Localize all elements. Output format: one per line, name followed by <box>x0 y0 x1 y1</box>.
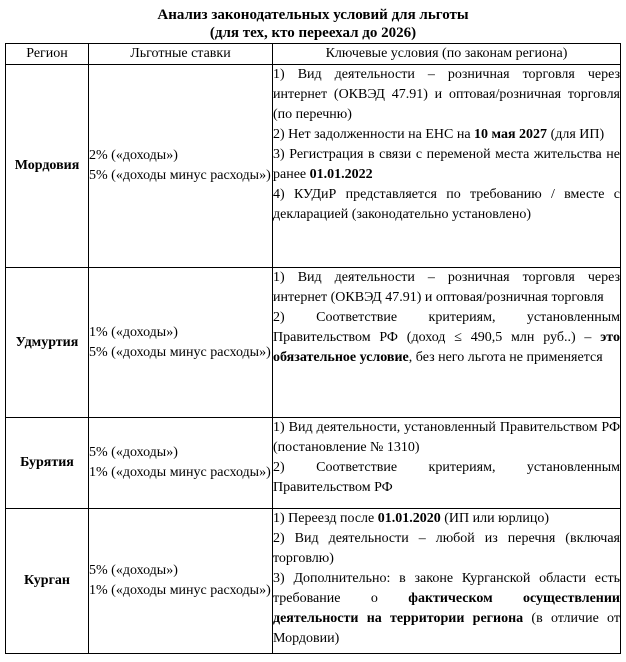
header-row <box>6 44 621 65</box>
paragraph: 3) Регистрация в связи с переменой места жительства не ранее 01.01.2022 <box>273 147 620 182</box>
paragraph: 2) Соответствие критериям, установленным Правительством РФ (доход ≤ 490,5 млн руб..) – это обязательное условие, без него льгота не применяется <box>273 310 620 365</box>
paragraph: 1) Вид деятельности, установленный Правительством РФ (постановление № 1310) <box>273 420 620 455</box>
paragraph: 2% («доходы») <box>89 148 178 163</box>
title-line-2: (для тех, кто переехал до 2026) <box>209 25 417 41</box>
document-title <box>0 0 626 42</box>
paragraph: 5% («доходы») <box>89 445 178 460</box>
table-row-mordovia <box>6 65 621 268</box>
paragraph: 5% («доходы минус расходы») <box>89 344 271 360</box>
rates-cell <box>89 65 273 268</box>
header-rates: Льготные ставки <box>89 44 273 65</box>
rates-cell <box>89 509 273 654</box>
table-row-udmurtia <box>6 268 621 418</box>
paragraph: 4) КУДиР представляется по требованию / вместе с декларацией (законодательно установлено) <box>273 187 620 222</box>
title-line-1: Анализ законодательных условий для льготы <box>157 7 469 23</box>
header-conditions: Ключевые условия (по законам региона) <box>273 44 621 65</box>
table-row-buryatia <box>6 418 621 509</box>
paragraph: 1) Вид деятельности – розничная торговля через интернет (ОКВЭД 47.91) и оптовая/розничная торговля <box>273 270 620 305</box>
conditions-cell <box>273 65 621 268</box>
paragraph: 1% («доходы минус расходы») <box>89 465 271 480</box>
paragraph: 1% («доходы минус расходы») <box>89 583 271 598</box>
rates-cell <box>89 268 273 418</box>
conditions-cell <box>273 268 621 418</box>
rates-cell <box>89 418 273 509</box>
paragraph: 3) Дополнительно: в законе Курганской области есть требование о фактическом осуществлении деятельности на территории региона (в отличие от Мордовии) <box>273 571 620 646</box>
paragraph: 1) Вид деятельности – розничная торговля через интернет (ОКВЭД 47.91) и оптовая/розничная торговля (по перечню) <box>273 67 620 122</box>
paragraph: 1) Переезд после 01.01.2020 (ИП или юрлицо) <box>273 511 550 526</box>
paragraph: 5% («доходы минус расходы») <box>89 168 271 183</box>
region-cell: Курган <box>6 509 89 654</box>
paragraph: 2) Соответствие критериям, установленным Правительством РФ <box>273 460 620 495</box>
header-region: Регион <box>6 44 89 65</box>
table-row-kurgan <box>6 509 621 654</box>
region-cell: Мордовия <box>6 65 89 268</box>
paragraph: 2) Нет задолженности на ЕНС на 10 мая 2027 (для ИП) <box>273 127 605 142</box>
region-cell: Бурятия <box>6 418 89 509</box>
benefits-table <box>5 43 621 654</box>
paragraph: 1% («доходы») <box>89 324 178 340</box>
conditions-cell <box>273 509 621 654</box>
region-cell: Удмуртия <box>6 268 89 418</box>
paragraph: 2) Вид деятельности – любой из перечня (включая торговлю) <box>273 531 620 566</box>
conditions-cell <box>273 418 621 509</box>
paragraph: 5% («доходы») <box>89 563 178 578</box>
